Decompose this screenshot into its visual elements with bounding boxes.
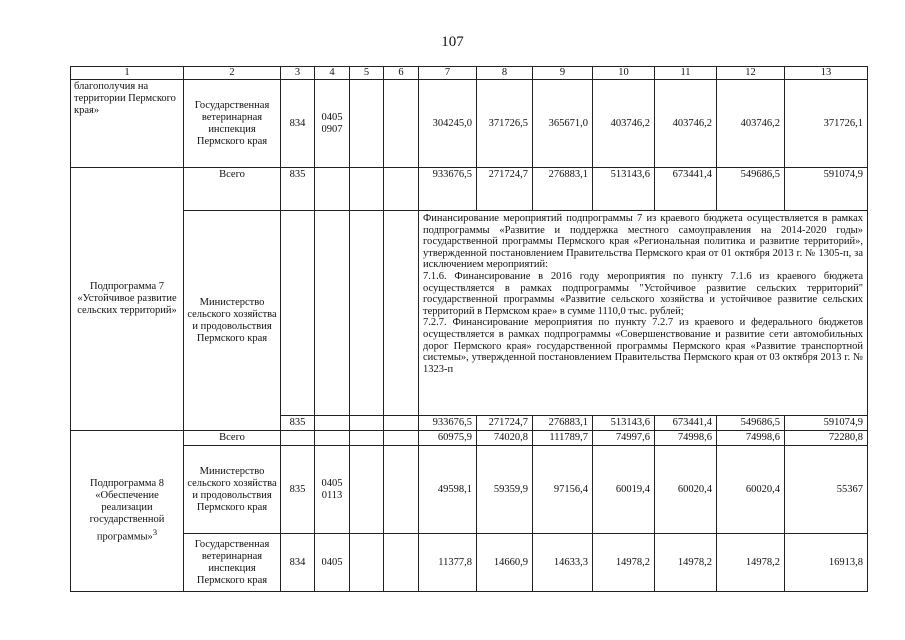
header-cell: 3 [281, 67, 315, 80]
value-cell: 513143,6 [593, 416, 655, 431]
total-label: Всего [184, 168, 281, 211]
empty-cell [384, 534, 419, 592]
table-row [71, 80, 868, 168]
executor-cell: Государственная ветеринарная инспекция Пермского края [184, 80, 281, 168]
value-cell: 271724,7 [477, 416, 533, 431]
value-cell: 513143,6 [593, 168, 655, 211]
value-cell: 276883,1 [533, 168, 593, 211]
empty-cell [384, 416, 419, 431]
value-cell: 72280,8 [785, 431, 868, 446]
empty-cell [350, 534, 384, 592]
executor-cell: Министерство сельского хозяйства и продовольствия Пермского края [184, 211, 281, 431]
code-cell: 835 [281, 446, 315, 534]
subsection-code: 0113 [321, 489, 343, 501]
value-cell: 60019,4 [593, 446, 655, 534]
empty-cell [315, 211, 350, 416]
financing-note [419, 211, 868, 416]
value-cell: 14978,2 [717, 534, 785, 592]
empty-cell [384, 431, 419, 446]
value-cell: 11377,8 [419, 534, 477, 592]
header-cell: 9 [533, 67, 593, 80]
executor-cell: Министерство сельского хозяйства и продовольствия Пермского края [184, 446, 281, 534]
value-cell: 74997,6 [593, 431, 655, 446]
section-code: 0405 [321, 111, 343, 123]
code-cell: 834 [281, 80, 315, 168]
value-cell: 14660,9 [477, 534, 533, 592]
value-cell: 60020,4 [717, 446, 785, 534]
empty-cell [350, 431, 384, 446]
value-cell: 403746,2 [717, 80, 785, 168]
empty-cell [384, 80, 419, 168]
value-cell: 60975,9 [419, 431, 477, 446]
empty-cell [384, 211, 419, 416]
empty-cell [350, 416, 384, 431]
note-paragraph: 7.2.7. Финансирование мероприятия по пункту 7.2.7 из краевого и федерального бюджетов осуществляется в рамках подпрограммы «Совершенствование и развитие сети автомобильных дорог Пермского края» государственной программы Пермского края «Развитие транспортной системы», утвержденной постановлением Правительства Пермского края от 03 октября 2013 г. № 1323-п [423, 317, 863, 375]
value-cell: 276883,1 [533, 416, 593, 431]
section-code: 0405 [321, 477, 343, 489]
value-cell: 97156,4 [533, 446, 593, 534]
value-cell: 673441,4 [655, 168, 717, 211]
footnote-mark: 3 [152, 527, 158, 538]
header-cell: 8 [477, 67, 533, 80]
header-cell: 1 [71, 67, 184, 80]
value-cell: 49598,1 [419, 446, 477, 534]
empty-cell [315, 431, 350, 446]
note-paragraph: Финансирование мероприятий подпрограммы 7 из краевого бюджета осуществляется в рамках подпрограммы «Развитие и поддержка местного самоуправления на 2014-2020 годы» государственной программы Пермского края «Региональная политика и развитие территорий», утвержденной постановлением Правительства Пермского края от 01 октября 2013 г. № 1305-п, за исключением мероприятий: [423, 213, 863, 271]
value-cell: 365671,0 [533, 80, 593, 168]
empty-cell [315, 416, 350, 431]
value-cell: 14978,2 [655, 534, 717, 592]
value-cell: 304245,0 [419, 80, 477, 168]
header-cell: 12 [717, 67, 785, 80]
value-cell: 591074,9 [785, 416, 868, 431]
empty-cell [350, 80, 384, 168]
header-cell: 4 [315, 67, 350, 80]
value-cell: 549686,5 [717, 416, 785, 431]
empty-cell [350, 446, 384, 534]
value-cell: 74020,8 [477, 431, 533, 446]
value-cell: 403746,2 [655, 80, 717, 168]
code-cell: 835 [281, 168, 315, 211]
value-cell: 549686,5 [717, 168, 785, 211]
value-cell: 933676,5 [419, 416, 477, 431]
section-code-cell [315, 446, 350, 534]
total-label: Всего [184, 431, 281, 446]
empty-cell [315, 168, 350, 211]
empty-cell [384, 168, 419, 211]
code-cell: 835 [281, 416, 315, 431]
value-cell: 60020,4 [655, 446, 717, 534]
header-cell: 11 [655, 67, 717, 80]
value-cell: 74998,6 [655, 431, 717, 446]
header-cell: 2 [184, 67, 281, 80]
value-cell: 591074,9 [785, 168, 868, 211]
value-cell: 371726,5 [477, 80, 533, 168]
note-paragraph: 7.1.6. Финансирование в 2016 году мероприятия по пункту 7.1.6 из краевого бюджета осуществляется в рамках подпрограммы "Устойчивое развитие сельских территорий" государственной программы «Развитие сельского хозяйства и устойчивое развитие сельских территорий в Пермском крае» в сумме 1110,0 тыс. рублей; [423, 270, 863, 317]
section-code-cell [315, 80, 350, 168]
value-cell: 673441,4 [655, 416, 717, 431]
value-cell: 111789,7 [533, 431, 593, 446]
table-row [71, 211, 868, 416]
value-cell: 55367 [785, 446, 868, 534]
header-cell: 10 [593, 67, 655, 80]
header-cell: 5 [350, 67, 384, 80]
header-cell: 6 [384, 67, 419, 80]
executor-cell: Государственная ветеринарная инспекция Пермского края [184, 534, 281, 592]
budget-table [70, 66, 868, 592]
subprogram-8-name [71, 431, 184, 592]
header-row [71, 67, 868, 80]
value-cell: 271724,7 [477, 168, 533, 211]
value-cell: 371726,1 [785, 80, 868, 168]
empty-cell [384, 446, 419, 534]
empty-cell [350, 168, 384, 211]
header-cell: 13 [785, 67, 868, 80]
value-cell: 14633,3 [533, 534, 593, 592]
value-cell: 16913,8 [785, 534, 868, 592]
value-cell: 59359,9 [477, 446, 533, 534]
value-cell: 933676,5 [419, 168, 477, 211]
section-code-cell: 0405 [315, 534, 350, 592]
value-cell: 74998,6 [717, 431, 785, 446]
empty-cell [281, 431, 315, 446]
value-cell: 14978,2 [593, 534, 655, 592]
empty-cell [281, 211, 315, 416]
table-row [71, 431, 868, 446]
table-row [71, 446, 868, 534]
code-cell: 834 [281, 534, 315, 592]
value-cell: 403746,2 [593, 80, 655, 168]
program-name-cell: благополучия на территории Пермского края» [71, 80, 184, 168]
subprogram-8-title: Подпрограмма 8 «Обеспечение реализации государственной программы» [89, 478, 165, 543]
empty-cell [350, 211, 384, 416]
subsection-code: 0907 [321, 123, 343, 135]
subprogram-7-name: Подпрограмма 7 «Устойчивое развитие сельских территорий» [71, 168, 184, 431]
table-row [71, 534, 868, 592]
table-row [71, 168, 868, 211]
page-number: 107 [441, 34, 464, 50]
header-cell: 7 [419, 67, 477, 80]
